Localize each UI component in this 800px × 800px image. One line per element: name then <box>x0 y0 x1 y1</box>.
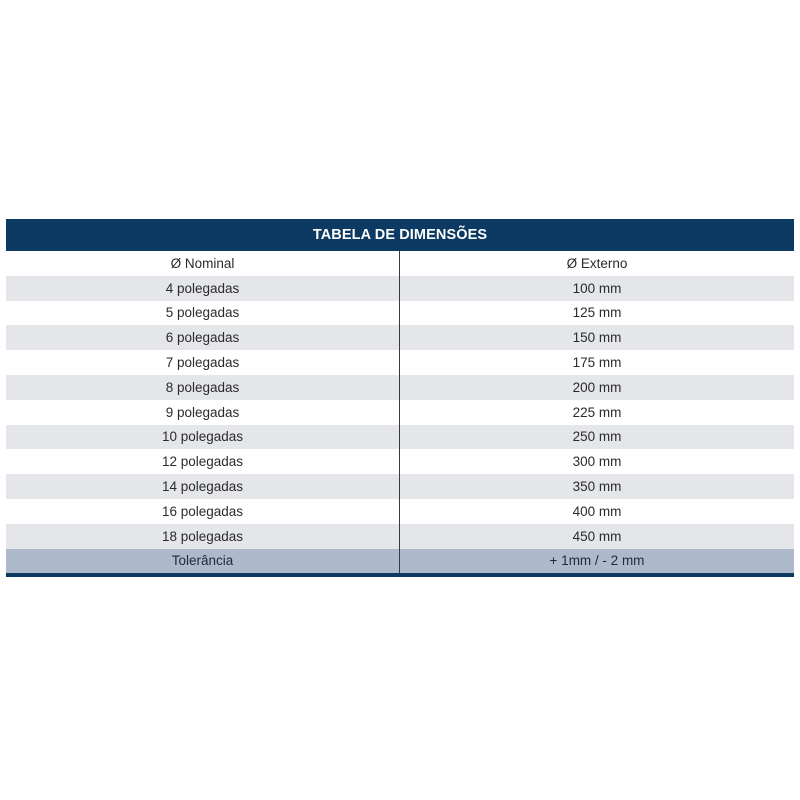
table-row <box>6 325 794 350</box>
external-cell: 175 mm <box>572 355 622 371</box>
table-row <box>6 524 794 549</box>
table-header-row <box>6 251 794 276</box>
nominal-cell: 7 polegadas <box>6 350 400 375</box>
table-title: TABELA DE DIMENSÕES <box>6 219 794 251</box>
nominal-cell: 5 polegadas <box>6 301 400 326</box>
external-cell: 300 mm <box>572 454 622 470</box>
external-cell: 350 mm <box>572 479 622 495</box>
nominal-cell: 10 polegadas <box>6 425 400 450</box>
external-cell: 150 mm <box>572 330 622 346</box>
nominal-cell: 6 polegadas <box>6 325 400 350</box>
nominal-cell: 8 polegadas <box>6 375 400 400</box>
table-row <box>6 400 794 425</box>
header-nominal-diameter: Ø Nominal <box>6 251 400 276</box>
nominal-cell: 4 polegadas <box>6 276 400 301</box>
external-cell: 100 mm <box>572 280 622 296</box>
table-row <box>6 350 794 375</box>
header-external-diameter: Ø Externo <box>566 255 628 271</box>
nominal-cell: 9 polegadas <box>6 400 400 425</box>
nominal-cell: 16 polegadas <box>6 499 400 524</box>
nominal-cell: 14 polegadas <box>6 474 400 499</box>
external-cell: 400 mm <box>572 503 622 519</box>
external-cell: 450 mm <box>572 528 622 544</box>
table-row <box>6 425 794 450</box>
table-row <box>6 474 794 499</box>
external-cell: 250 mm <box>572 429 622 445</box>
table-row <box>6 276 794 301</box>
nominal-cell: 18 polegadas <box>6 524 400 549</box>
external-cell: 225 mm <box>572 404 622 420</box>
table-row <box>6 499 794 524</box>
table-row <box>6 375 794 400</box>
tolerance-row <box>6 549 794 574</box>
table-row <box>6 301 794 326</box>
tolerance-label: Tolerância <box>6 549 400 574</box>
external-cell: 200 mm <box>572 379 622 395</box>
table-row <box>6 449 794 474</box>
external-cell: 125 mm <box>572 305 622 321</box>
table-bottom-rule <box>6 573 794 577</box>
tolerance-value: + 1mm / - 2 mm <box>549 553 645 569</box>
nominal-cell: 12 polegadas <box>6 449 400 474</box>
dimensions-table <box>6 219 794 577</box>
